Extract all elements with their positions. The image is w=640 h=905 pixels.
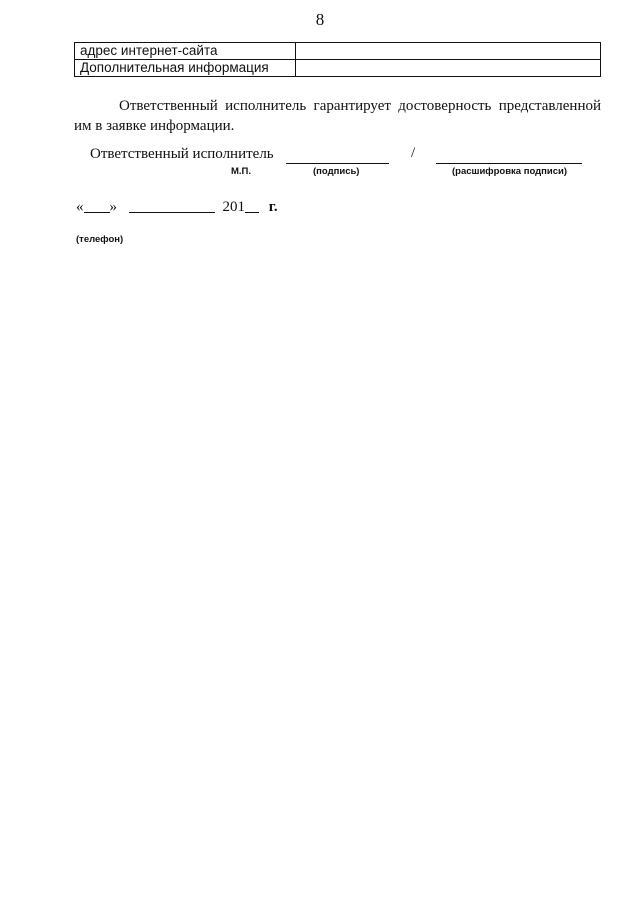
date-close-quote: » <box>109 199 117 215</box>
signature-caption: (подпись) <box>313 166 360 177</box>
signature-decoding-line[interactable] <box>436 145 582 164</box>
table-cell-label: Дополнительная информация <box>75 60 296 77</box>
date-day-field[interactable] <box>84 198 110 213</box>
table-row <box>75 43 601 60</box>
table-cell-value[interactable] <box>296 43 601 60</box>
table-cell-label: адрес интернет-сайта <box>75 43 296 60</box>
page-number: 8 <box>315 10 325 29</box>
table-cell-value[interactable] <box>296 60 601 77</box>
date-year-field[interactable] <box>245 198 259 213</box>
slash-separator: / <box>411 145 416 161</box>
statement-line-2: им в заявке информации. <box>74 118 235 134</box>
signature-decoding-caption: (расшифровка подписи) <box>452 166 568 177</box>
date-year-suffix: г. <box>268 199 278 215</box>
date-year-prefix: 201 <box>222 199 245 215</box>
stamp-label: М.П. <box>231 166 252 177</box>
statement-line-1: Ответственный исполнитель гарантирует достоверность представленной <box>119 98 601 114</box>
table-row <box>75 60 601 77</box>
phone-label: (телефон) <box>76 234 124 245</box>
guarantee-statement <box>74 96 601 136</box>
date-open-quote: « <box>76 199 84 215</box>
info-table <box>74 42 601 77</box>
date-month-field[interactable] <box>129 198 215 213</box>
responsible-executor-label: Ответственный исполнитель <box>90 146 274 162</box>
signature-line[interactable] <box>286 145 389 164</box>
date-row <box>76 198 278 216</box>
